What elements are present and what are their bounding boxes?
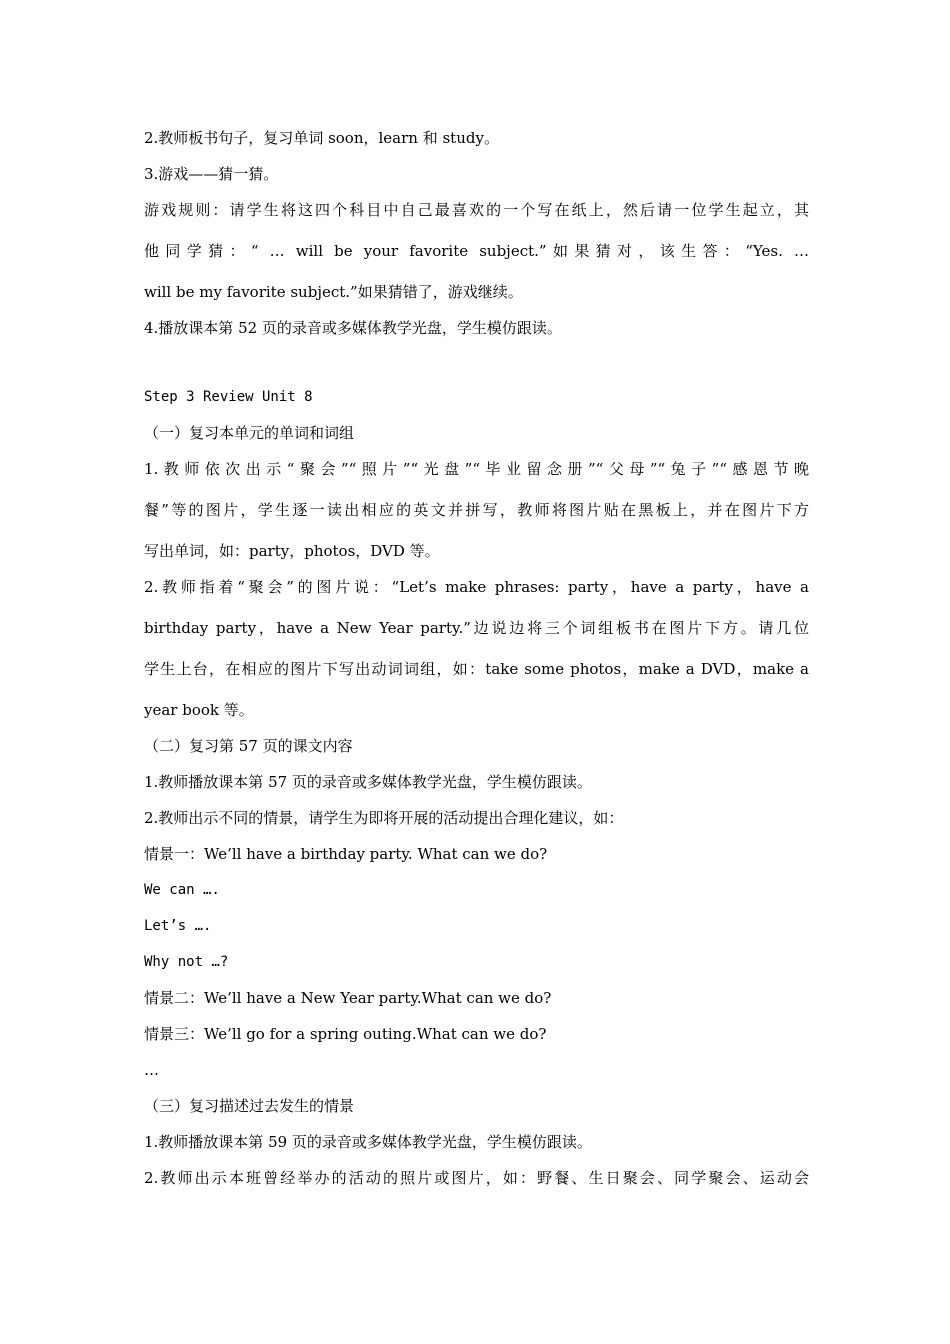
text-line: 游戏规则：请学生将这四个科目中自己最喜欢的一个写在纸上，然后请一位学生起立，其	[144, 201, 809, 219]
text-line: 2.教师指着“聚会”的图片说：“Let’s make phrases: party，have a party，have a	[144, 578, 809, 596]
text-line: birthday party，have a New Year party.”边说边将三个词组板书在图片下方。请几位	[144, 619, 809, 637]
text-line: 2.教师出示不同的情景，请学生为即将开展的活动提出合理化建议，如：	[144, 809, 624, 827]
text-line: We can ….	[144, 882, 220, 898]
text-line: 4.播放课本第 52 页的录音或多媒体教学光盘，学生模仿跟读。	[144, 319, 562, 337]
text-line: 1.教师依次出示“聚会”“照片”“光盘”“毕业留念册”“父母”“兔子”“感恩节晚	[144, 460, 809, 478]
text-line: 写出单词，如：party，photos，DVD 等。	[144, 542, 440, 560]
text-line: 情景一：We’ll have a birthday party. What can we do?	[144, 845, 548, 863]
section-heading: Step 3 Review Unit 8	[144, 389, 313, 405]
text-line: 情景二：We’ll have a New Year party.What can we do?	[144, 989, 552, 1007]
text-line: Let’s ….	[144, 918, 212, 934]
text-line: 餐”等的图片，学生逐一读出相应的英文并拼写，教师将图片贴在黑板上，并在图片下方	[144, 501, 809, 519]
text-line: 情景三：We’ll go for a spring outing.What can we do?	[144, 1025, 547, 1043]
subsection-heading: （三）复习描述过去发生的情景	[144, 1097, 355, 1115]
subsection-heading: （二）复习第 57 页的课文内容	[144, 737, 353, 755]
text-line: 学生上台，在相应的图片下写出动词词组，如：take some photos，make a DVD，make a	[144, 660, 809, 678]
text-line: will be my favorite subject.”如果猜错了，游戏继续。	[144, 283, 523, 301]
subsection-heading: （一）复习本单元的单词和词组	[144, 424, 355, 442]
text-line: 3.游戏——猜一猜。	[144, 165, 279, 183]
text-line: 1.教师播放课本第 57 页的录音或多媒体教学光盘，学生模仿跟读。	[144, 773, 592, 791]
ellipsis-line: …	[144, 1061, 159, 1079]
text-line: year book 等。	[144, 701, 254, 719]
text-line: 1.教师播放课本第 59 页的录音或多媒体教学光盘，学生模仿跟读。	[144, 1133, 592, 1151]
text-line: 2.教师板书句子，复习单词 soon，learn 和 study。	[144, 129, 499, 147]
text-line: 他同学猜：“ … will be your favorite subject.”如果猜对，该生答：“Yes. …	[144, 242, 809, 260]
text-line: 2.教师出示本班曾经举办的活动的照片或图片，如：野餐、生日聚会、同学聚会、运动会	[144, 1169, 809, 1187]
text-line: Why not …?	[144, 954, 229, 970]
